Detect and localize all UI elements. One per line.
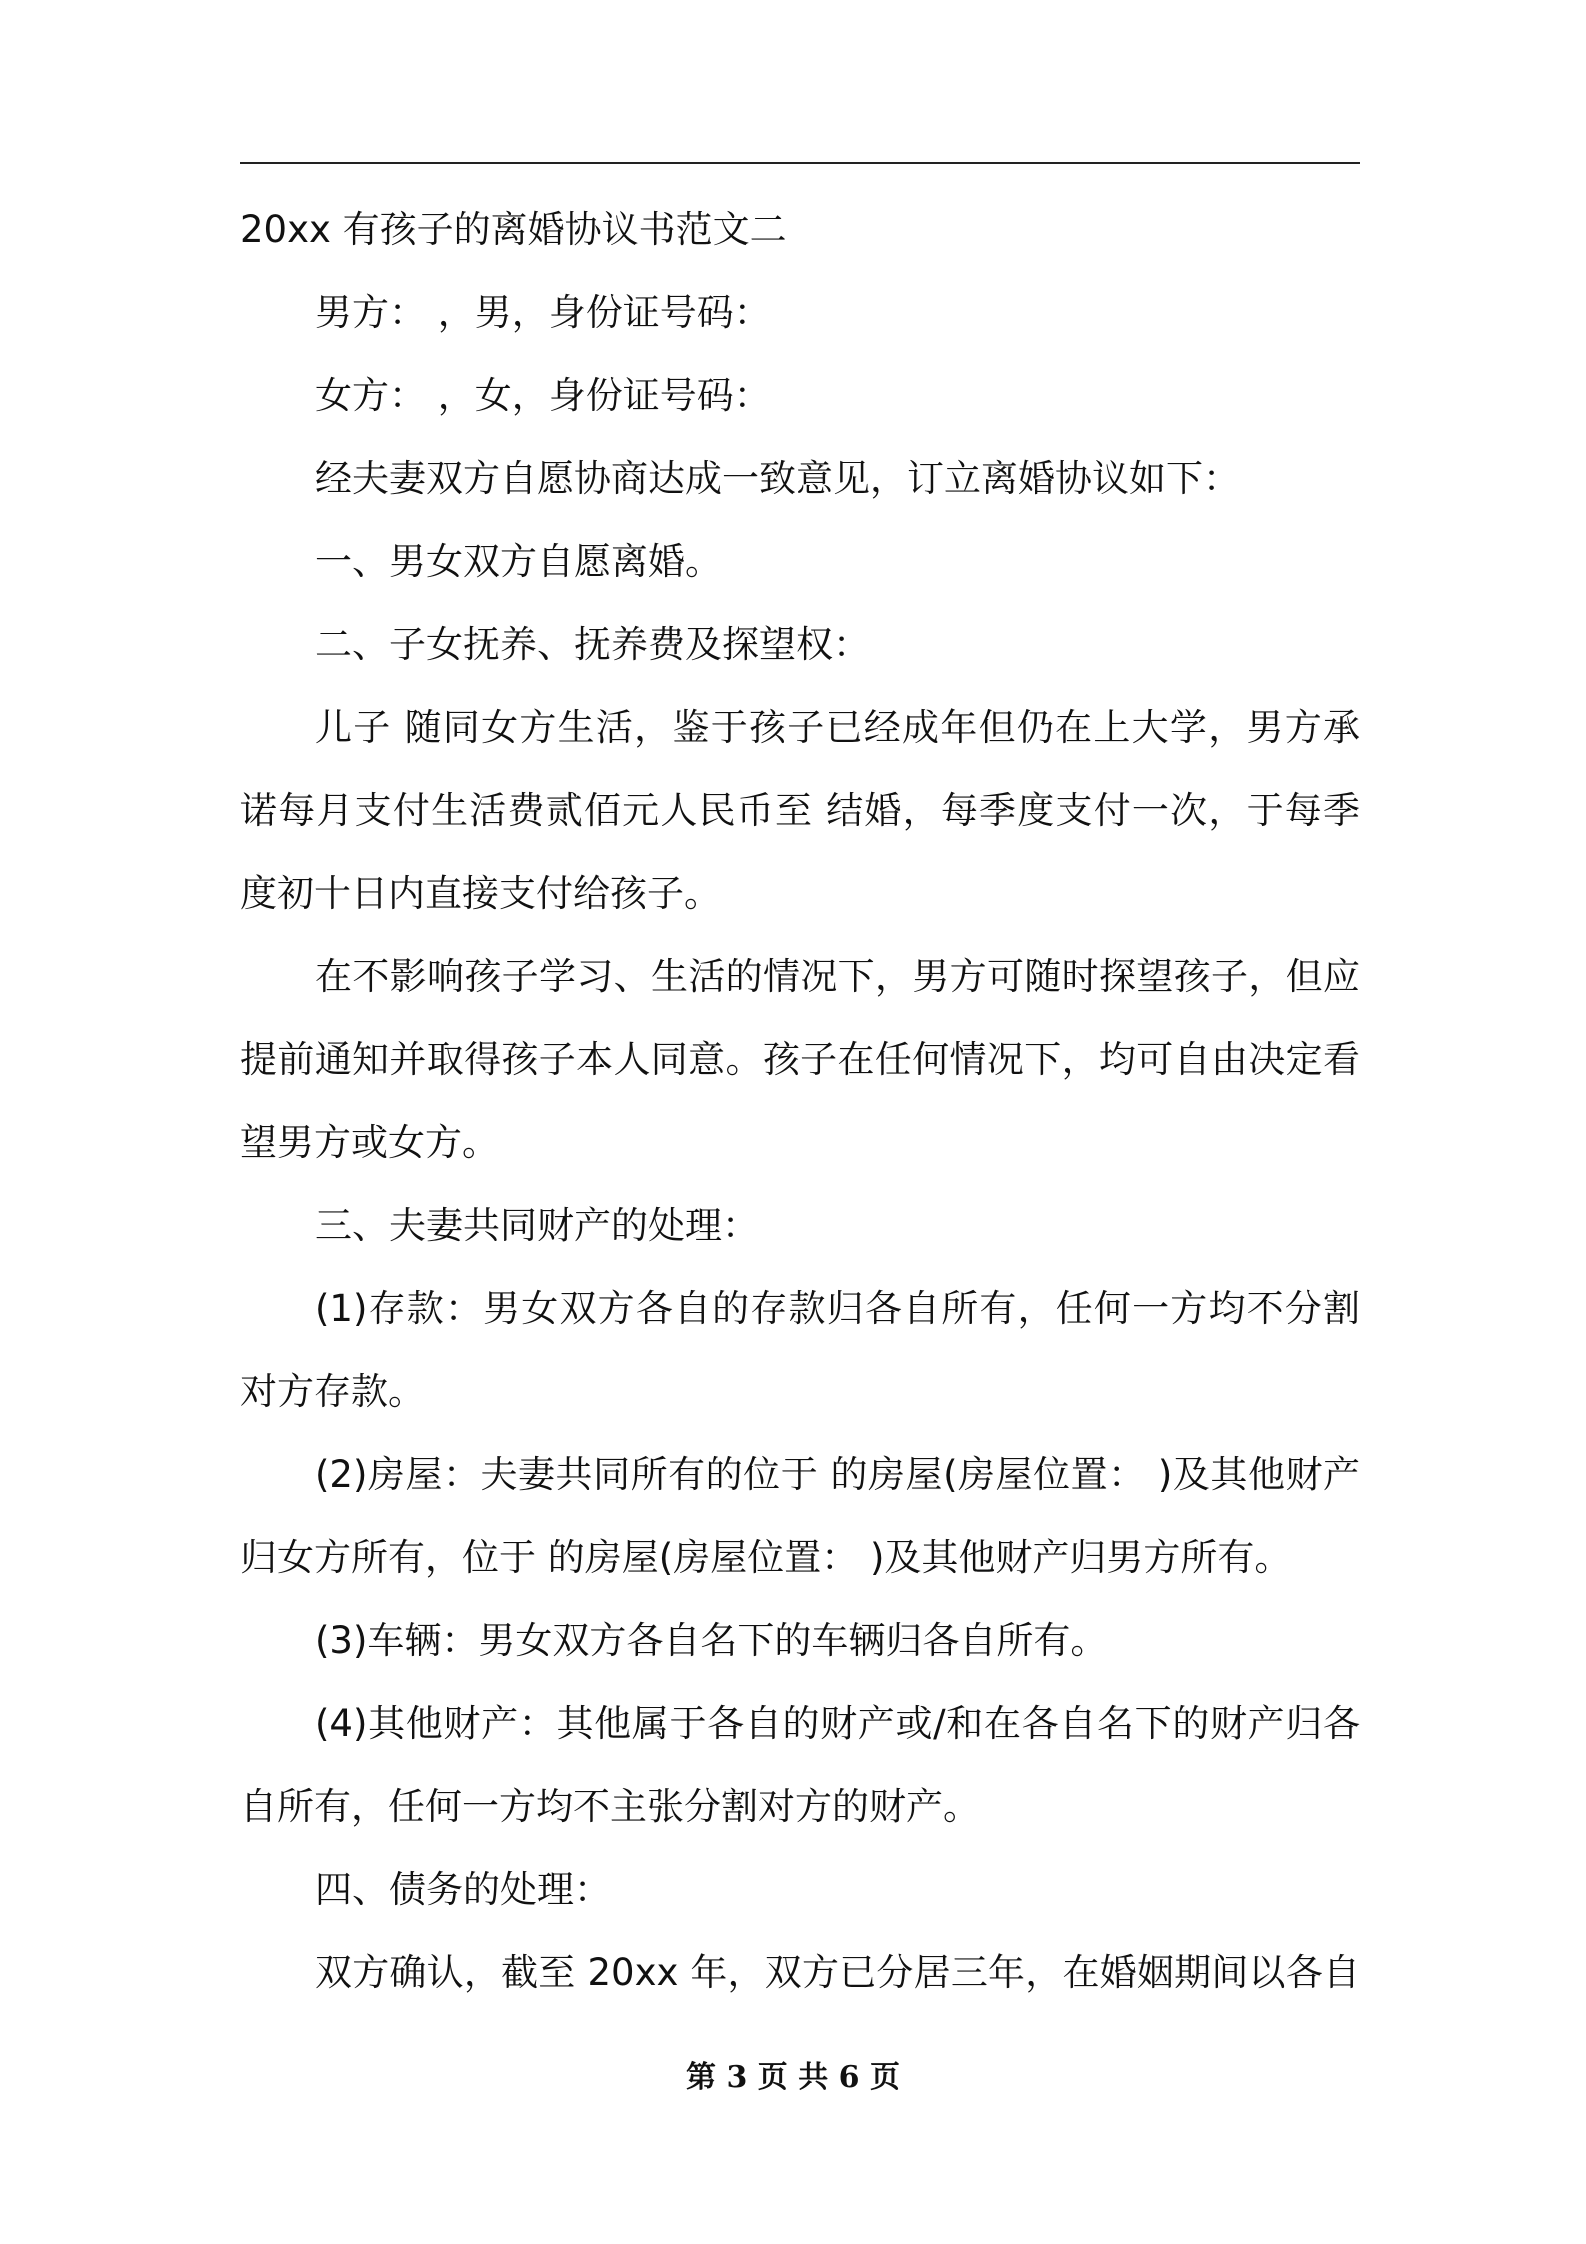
page-number: 第 3 页 共 6 页 — [686, 2060, 900, 2095]
text-line-other-property-2: 自所有，任何一方均不主张分割对方的财产。 — [240, 1785, 980, 1828]
text-line-vehicles: (3)车辆：男女双方各自名下的车辆归各自所有。 — [315, 1619, 1108, 1662]
text-line-housing-1: (2)房屋：夫妻共同所有的位于 的房屋(房屋位置： )及其他财产 — [315, 1453, 1360, 1496]
text-line-deposits-2: 对方存款。 — [240, 1370, 425, 1413]
text-line-section-4-heading: 四、债务的处理： — [315, 1868, 611, 1911]
text-line-housing-2: 归女方所有，位于 的房屋(房屋位置： )及其他财产归男方所有。 — [240, 1536, 1292, 1579]
text-line-visitation-1: 在不影响孩子学习、生活的情况下，男方可随时探望孩子，但应 — [315, 955, 1360, 998]
header-rule — [240, 162, 1360, 164]
text-line-visitation-2: 提前通知并取得孩子本人同意。孩子在任何情况下，均可自由决定看 — [240, 1038, 1360, 1081]
text-line-visitation-3: 望男方或女方。 — [240, 1121, 499, 1164]
text-line-male-party: 男方： ，男，身份证号码： — [315, 291, 771, 334]
text-line-deposits-1: (1)存款：男女双方各自的存款归各自所有，任何一方均不分割 — [315, 1287, 1360, 1330]
text-line-child-custody-2: 诺每月支付生活费贰佰元人民币至 结婚，每季度支付一次，于每季 — [240, 789, 1360, 832]
text-line-section-3-heading: 三、夫妻共同财产的处理： — [315, 1204, 759, 1247]
text-line-other-property-1: (4)其他财产：其他属于各自的财产或/和在各自名下的财产归各 — [315, 1702, 1360, 1745]
text-line-child-custody-3: 度初十日内直接支付给孩子。 — [240, 872, 721, 915]
document-title: 20xx 有孩子的离婚协议书范文二 — [240, 208, 787, 251]
text-line-debts-1: 双方确认，截至 20xx 年，双方已分居三年，在婚姻期间以各自 — [315, 1951, 1360, 1994]
text-line-section-2-heading: 二、子女抚养、抚养费及探望权： — [315, 623, 870, 666]
text-line-child-custody-1: 儿子 随同女方生活，鉴于孩子已经成年但仍在上大学，男方承 — [315, 706, 1360, 749]
text-line-section-1: 一、男女双方自愿离婚。 — [315, 540, 722, 583]
text-line-female-party: 女方： ，女，身份证号码： — [315, 374, 771, 417]
text-line-agreement-intro: 经夫妻双方自愿协商达成一致意见，订立离婚协议如下： — [315, 457, 1240, 500]
